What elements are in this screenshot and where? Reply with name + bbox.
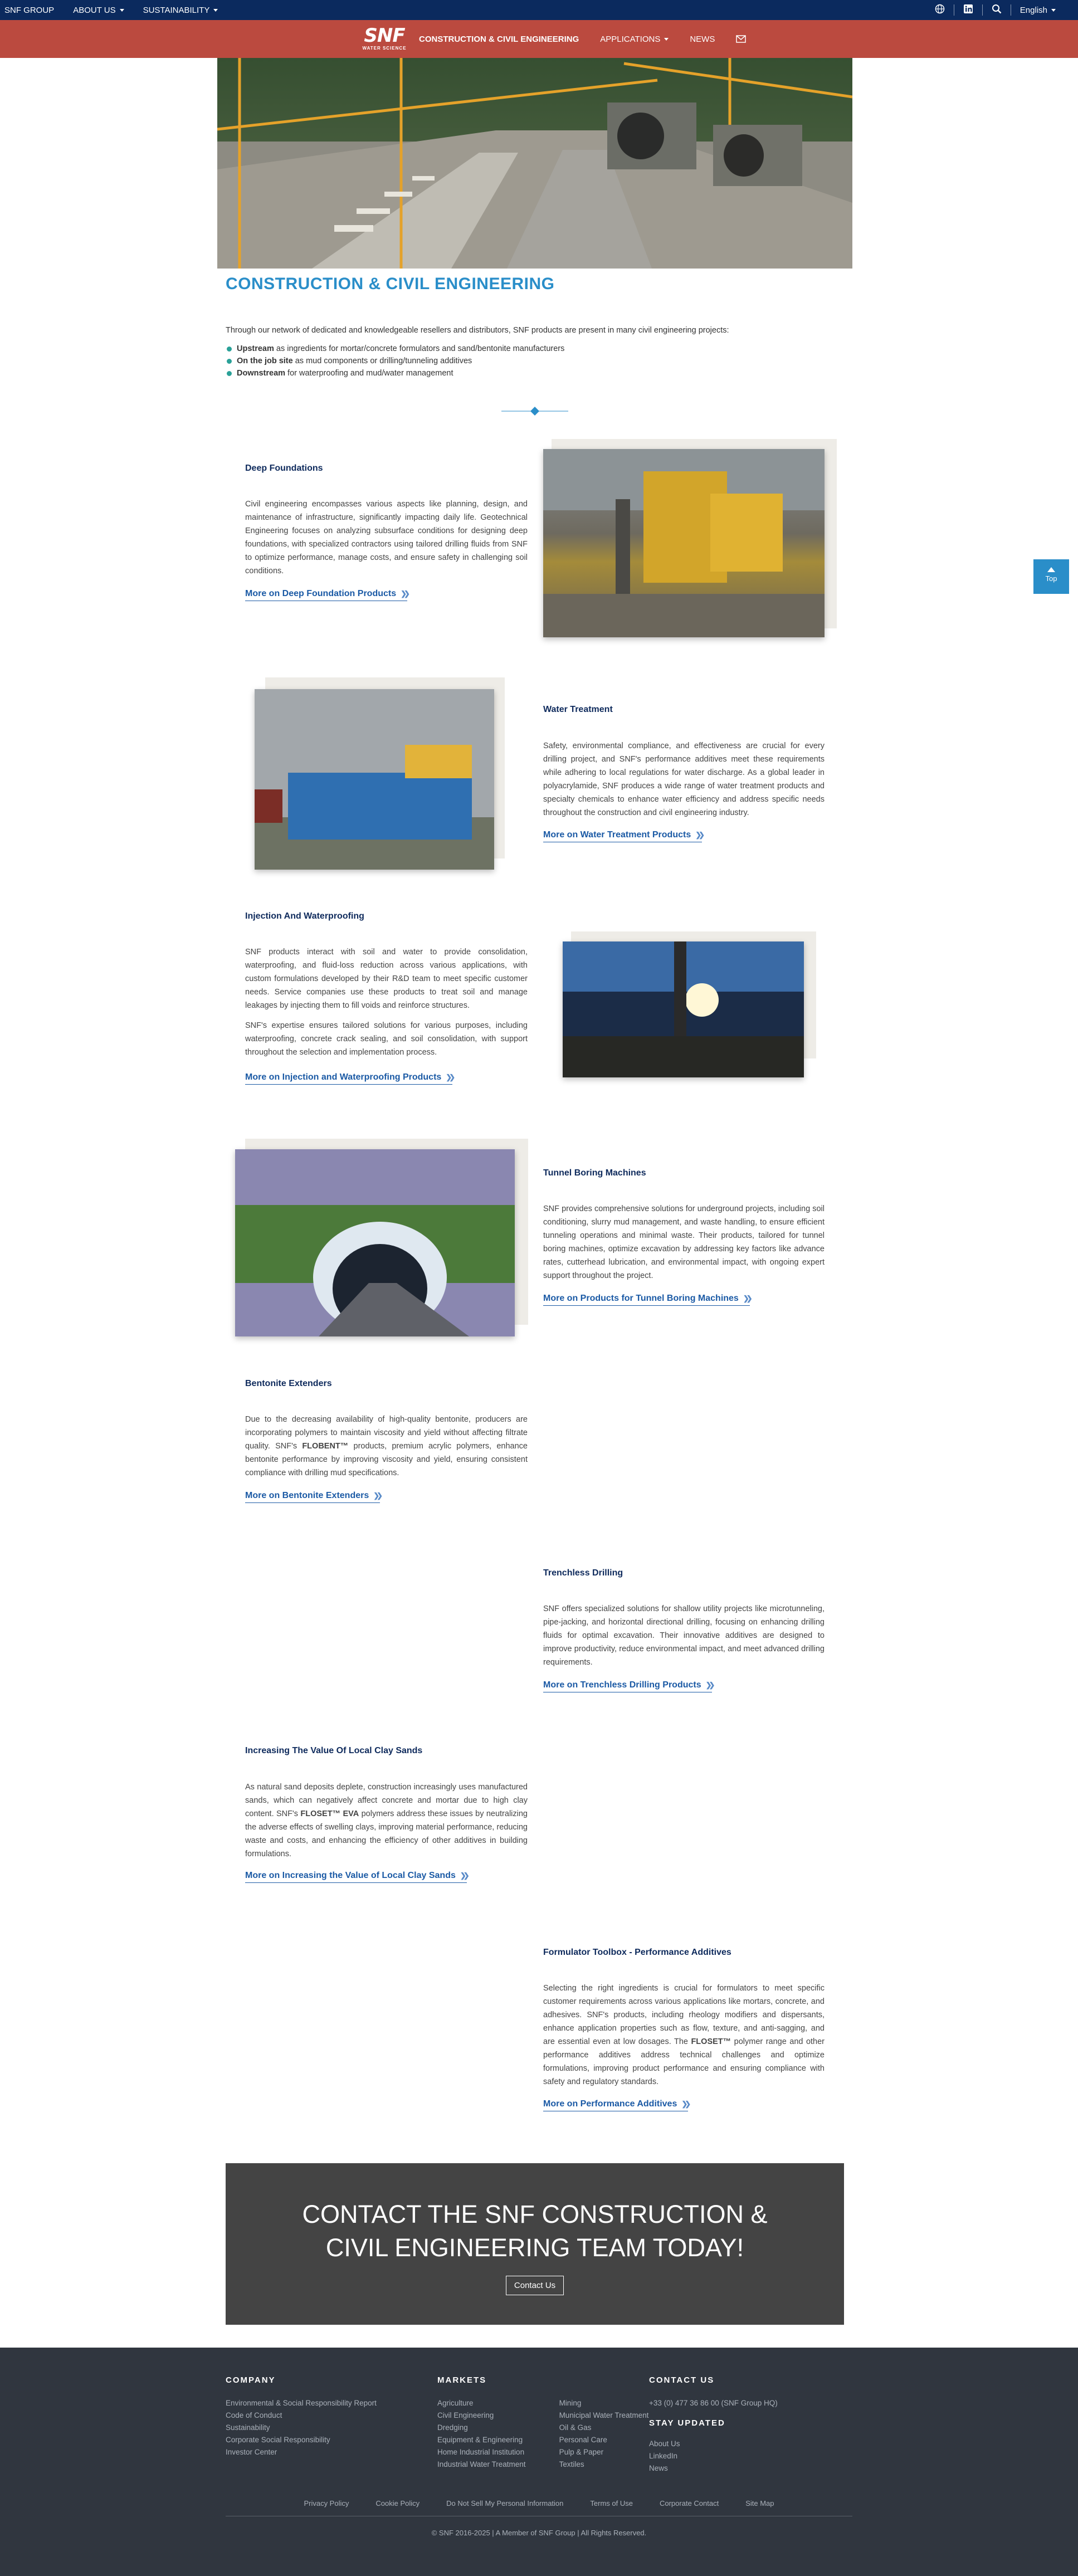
double-chevron-right-icon: ❯❯ xyxy=(695,831,703,839)
double-chevron-right-icon: ❯❯ xyxy=(460,1871,467,1880)
language-selector[interactable] xyxy=(1020,6,1056,15)
section-title-tunnel-boring: Tunnel Boring Machines xyxy=(543,1168,646,1178)
product-name: FLOBENT™ xyxy=(302,1442,349,1451)
section-body-bentonite xyxy=(245,1413,528,1480)
list-item-strong: On the job site xyxy=(237,357,293,365)
footer-link[interactable]: Municipal Water Treatment xyxy=(559,2411,649,2419)
section-paragraph xyxy=(543,1982,825,2089)
section-title-clay-sands: Increasing The Value Of Local Clay Sands xyxy=(245,1746,423,1755)
top-utility-bar xyxy=(0,0,1078,20)
section-body-deep-foundations xyxy=(245,497,528,578)
list-item-strong: Upstream xyxy=(237,344,274,353)
caret-down-icon xyxy=(664,38,669,41)
footer-link[interactable]: Environmental & Social Responsibility Report xyxy=(226,2399,377,2407)
section-body-tunnel-boring xyxy=(543,1202,825,1282)
nav-item-label: NEWS xyxy=(690,34,715,44)
globe-icon[interactable] xyxy=(935,4,945,16)
link-label: More on Increasing the Value of Local Clay Sands xyxy=(245,1871,456,1880)
link-bentonite-extenders[interactable] xyxy=(245,1491,380,1503)
snf-logo[interactable] xyxy=(362,26,407,52)
footer-markets-columns xyxy=(437,2397,648,2471)
link-label: More on Products for Tunnel Boring Machines xyxy=(543,1294,739,1303)
link-label: More on Performance Additives xyxy=(543,2099,677,2109)
section-title-formulator-toolbox: Formulator Toolbox - Performance Additives xyxy=(543,1948,731,1957)
link-tunnel-boring-products[interactable] xyxy=(543,1294,750,1306)
link-performance-additives[interactable] xyxy=(543,2099,688,2111)
section-title-water-treatment: Water Treatment xyxy=(543,705,613,714)
footer-markets xyxy=(437,2375,648,2471)
double-chevron-right-icon: ❯❯ xyxy=(401,589,407,598)
intro-section xyxy=(226,326,850,379)
link-injection-waterproofing-products[interactable] xyxy=(245,1072,452,1085)
top-utility-actions xyxy=(935,0,1056,20)
list-item xyxy=(226,355,850,367)
construction-site-illustration xyxy=(217,58,852,269)
footer-phone[interactable]: +33 (0) 477 36 86 00 (SNF Group HQ) xyxy=(649,2399,778,2407)
footer-bottom-link[interactable]: Cookie Policy xyxy=(375,2499,420,2507)
language-label: English xyxy=(1020,5,1047,15)
footer-heading: MARKETS xyxy=(437,2375,487,2385)
about-us-menu[interactable] xyxy=(73,6,124,15)
main-navigation xyxy=(0,20,1078,58)
footer-heading: COMPANY xyxy=(226,2375,276,2385)
arrow-up-icon xyxy=(1047,567,1055,572)
list-item-text: as mud components or drilling/tunneling additives xyxy=(292,357,472,365)
sustainability-menu[interactable] xyxy=(143,6,218,15)
section-paragraph: Civil engineering encompasses various aspects like planning, design, and maintenance of infrastructure, significantly impacting daily life. Geotechnical Engineering focuses on analyzing subsurface conditions for designing deep foundations, with specialized contractors using tailored drilling fluids from SNF to optimize performance, manage costs, and ensure safety in challenging soil conditions. xyxy=(245,500,528,575)
link-label: More on Deep Foundation Products xyxy=(245,589,397,598)
list-item xyxy=(226,343,850,355)
footer-copyright: © SNF 2016-2025 | A Member of SNF Group | All Rights Reserved. xyxy=(431,2529,647,2537)
body-text: polymers address these issues by neutralizing the adverse effects of swelling clays, improving material performance, reducing waste and costs, and enhancing the efficiency of other additives in building formulations. xyxy=(245,1809,528,1858)
nav-item-news[interactable] xyxy=(690,35,715,44)
list-item xyxy=(226,367,850,379)
search-icon[interactable] xyxy=(992,4,1002,16)
footer-link[interactable]: Textiles xyxy=(559,2460,584,2468)
section-paragraph: SNF offers specialized solutions for shallow utility projects like microtunneling, pipe-jacking, and horizontal directional drilling, focusing on enhancing drilling fluids for optimal excavation. Their innovative additives are designed to improve productivity, reduce environmental impact, and meet advanced drilling requirements. xyxy=(543,1604,825,1667)
footer-bottom-link[interactable]: Privacy Policy xyxy=(304,2499,349,2507)
footer-link[interactable]: Pulp & Paper xyxy=(559,2448,604,2456)
double-chevron-right-icon: ❯❯ xyxy=(681,2100,689,2108)
divider xyxy=(982,4,983,16)
footer-bottom-link[interactable]: Terms of Use xyxy=(590,2499,633,2507)
contact-banner xyxy=(226,2163,844,2325)
double-chevron-right-icon: ❯❯ xyxy=(446,1073,453,1081)
nav-item-applications[interactable] xyxy=(600,35,669,44)
section-body-injection-waterproofing xyxy=(245,945,528,1059)
product-name: FLOSET™ EVA xyxy=(300,1809,359,1818)
footer-heading: CONTACT US xyxy=(649,2375,715,2385)
section-title-injection-waterproofing: Injection And Waterproofing xyxy=(245,911,364,921)
back-to-top-button[interactable] xyxy=(1033,559,1069,594)
footer-bottom-links xyxy=(0,2499,1078,2507)
tunnel-boring-photo xyxy=(235,1149,515,1336)
caret-down-icon xyxy=(120,9,124,12)
logo-text: SNF xyxy=(364,25,405,47)
footer-link[interactable]: Sustainability xyxy=(226,2423,270,2432)
link-clay-sands[interactable] xyxy=(245,1871,467,1883)
section-title-trenchless: Trenchless Drilling xyxy=(543,1568,623,1578)
footer-link[interactable]: Equipment & Engineering xyxy=(437,2436,523,2444)
intro-text: Through our network of dedicated and knowledgeable resellers and distributors, SNF products are present in many civil engineering projects: xyxy=(226,326,729,335)
footer-bottom-link[interactable]: Site Map xyxy=(745,2499,774,2507)
mail-icon[interactable] xyxy=(736,35,746,43)
injection-waterproofing-photo xyxy=(563,941,804,1077)
footer-link[interactable]: Personal Care xyxy=(559,2436,607,2444)
section-paragraph xyxy=(245,1413,528,1480)
main-nav-links xyxy=(419,20,746,58)
footer-markets-col xyxy=(559,2397,649,2471)
contact-us-button[interactable]: Contact Us xyxy=(506,2276,564,2295)
hero-image xyxy=(217,58,852,269)
nav-item-label: CONSTRUCTION & CIVIL ENGINEERING xyxy=(419,34,579,44)
nav-item-construction[interactable] xyxy=(419,35,579,44)
footer-link[interactable]: Industrial Water Treatment xyxy=(437,2460,526,2468)
section-divider xyxy=(501,406,568,417)
linkedin-icon[interactable] xyxy=(963,4,973,16)
top-utility-links xyxy=(4,0,218,20)
about-us-label: ABOUT US xyxy=(73,5,116,15)
footer-link[interactable]: Home Industrial Institution xyxy=(437,2448,525,2456)
double-chevron-right-icon: ❯❯ xyxy=(743,1294,750,1302)
back-to-top-label: Top xyxy=(1045,574,1057,583)
footer-bottom-link[interactable]: Do Not Sell My Personal Information xyxy=(446,2499,564,2507)
footer-link[interactable]: Corporate Social Responsibility xyxy=(226,2436,330,2444)
link-label: More on Injection and Waterproofing Products xyxy=(245,1072,442,1082)
section-body-clay-sands xyxy=(245,1780,528,1861)
sustainability-label: SUSTAINABILITY xyxy=(143,5,210,15)
caret-down-icon xyxy=(1051,9,1056,12)
page-title: CONSTRUCTION & CIVIL ENGINEERING xyxy=(226,275,555,293)
logo-tagline: WATER SCIENCE xyxy=(362,46,407,51)
footer-link[interactable]: Dredging xyxy=(437,2423,468,2432)
section-paragraph: SNF provides comprehensive solutions for underground projects, including soil conditioning, slurry mud management, and waste handling, to ensure efficient tunneling operations and minimal waste. Their products, tailored for tunnel boring machines, optimize excavation by addressing key factors like advance rates, cutterhead lubrication, and environmental impact, with ongoing expert support throughout the project. xyxy=(543,1204,825,1280)
product-name: FLOSET™ xyxy=(691,2037,731,2046)
section-title-deep-foundations: Deep Foundations xyxy=(245,464,323,473)
nav-item-label: APPLICATIONS xyxy=(600,34,661,44)
footer-link[interactable]: Agriculture xyxy=(437,2399,474,2407)
footer-link[interactable]: Code of Conduct xyxy=(226,2411,282,2419)
list-item-strong: Downstream xyxy=(237,369,286,378)
intro-list xyxy=(226,343,850,379)
footer-link[interactable]: LinkedIn xyxy=(649,2452,678,2460)
body-text: polymer range and other performance additives address technical challenges and optimize formulations, improving product performance and ensuring compliance with safety and regulatory standards. xyxy=(543,2037,825,2086)
footer-link[interactable]: Mining xyxy=(559,2399,582,2407)
footer-bottom-link[interactable]: Corporate Contact xyxy=(659,2499,719,2507)
link-deep-foundation-products[interactable] xyxy=(245,589,407,601)
footer-link[interactable]: Civil Engineering xyxy=(437,2411,494,2419)
double-chevron-right-icon: ❯❯ xyxy=(373,1491,381,1500)
snf-group-label: SNF GROUP xyxy=(4,5,55,15)
footer xyxy=(0,2348,1078,2576)
footer-contact xyxy=(649,2375,778,2475)
deep-foundation-photo xyxy=(543,449,825,637)
section-paragraph: SNF products interact with soil and water to provide consolidation, waterproofing, and fluid-loss reduction across various applications, with custom formulations developed by their R&D team to meet specific customer needs. Service companies use these products to treat soil and manage leakages by injecting them to fill voids and reinforce structures. xyxy=(245,948,528,1010)
caret-down-icon xyxy=(213,9,218,12)
body-text: As natural sand deposits deplete, construction increasingly uses manufactured sands, which can negatively affect concrete and mortar due to high clay content. SNF's xyxy=(245,1783,528,1818)
section-body-trenchless xyxy=(543,1602,825,1669)
link-trenchless-products[interactable] xyxy=(543,1680,712,1692)
section-title-bentonite: Bentonite Extenders xyxy=(245,1379,332,1388)
body-text: Due to the decreasing availability of high-quality bentonite, producers are incorporating polymers to maintain viscosity and yield without affecting filtrate quality. SNF's xyxy=(245,1415,528,1451)
section-body-formulator-toolbox xyxy=(543,1982,825,2089)
section-paragraph: SNF's expertise ensures tailored solutions for various purposes, including waterproofing, concrete crack sealing, and soil consolidation, with support throughout the selection and implementation process. xyxy=(245,1021,528,1057)
body-text: products, premium acrylic polymers, enhance bentonite performance by improving viscosity and yield, ensuring consistent compliance with drilling mud specifications. xyxy=(245,1442,528,1477)
footer-link[interactable]: Oil & Gas xyxy=(559,2423,592,2432)
link-water-treatment-products[interactable] xyxy=(543,830,702,842)
section-body-water-treatment xyxy=(543,739,825,819)
link-label: More on Trenchless Drilling Products xyxy=(543,1680,701,1690)
footer-link[interactable]: About Us xyxy=(649,2440,680,2448)
link-label: More on Water Treatment Products xyxy=(543,830,691,840)
link-label: More on Bentonite Extenders xyxy=(245,1491,369,1500)
contact-heading: CONTACT THE SNF CONSTRUCTION & CIVIL ENGINEERING TEAM TODAY! xyxy=(302,2200,768,2262)
footer-heading: STAY UPDATED xyxy=(649,2418,725,2428)
footer-company xyxy=(226,2375,377,2458)
list-item-text: for waterproofing and mud/water management xyxy=(285,369,453,378)
body-text: Selecting the right ingredients is crucial for formulators to meet specific customer requirements across various applications like mortars, concrete, and adhesives. SNF's products, including rheology modifiers and dispersants, enhance application properties such as flow, texture, and anti-sagging, and are essential even at low dosages. The xyxy=(543,1984,825,2046)
snf-group-link[interactable] xyxy=(4,6,54,15)
section-paragraph xyxy=(245,1780,528,1861)
footer-markets-col xyxy=(437,2397,526,2471)
double-chevron-right-icon: ❯❯ xyxy=(705,1681,713,1689)
section-paragraph: Safety, environmental compliance, and effectiveness are crucial for every drilling project, and SNF's performance additives meet these requirements while adhering to local regulations for water discharge. As a global leader in polyacrylamide, SNF produces a wide range of water treatment products and specialty chemicals to enhance water efficiency and address specific needs throughout the construction and civil engineering industry. xyxy=(543,741,825,817)
water-treatment-photo xyxy=(255,689,494,870)
footer-link[interactable]: Investor Center xyxy=(226,2448,277,2456)
footer-link[interactable]: News xyxy=(649,2464,668,2472)
list-item-text: as ingredients for mortar/concrete formulators and sand/bentonite manufacturers xyxy=(274,344,565,353)
